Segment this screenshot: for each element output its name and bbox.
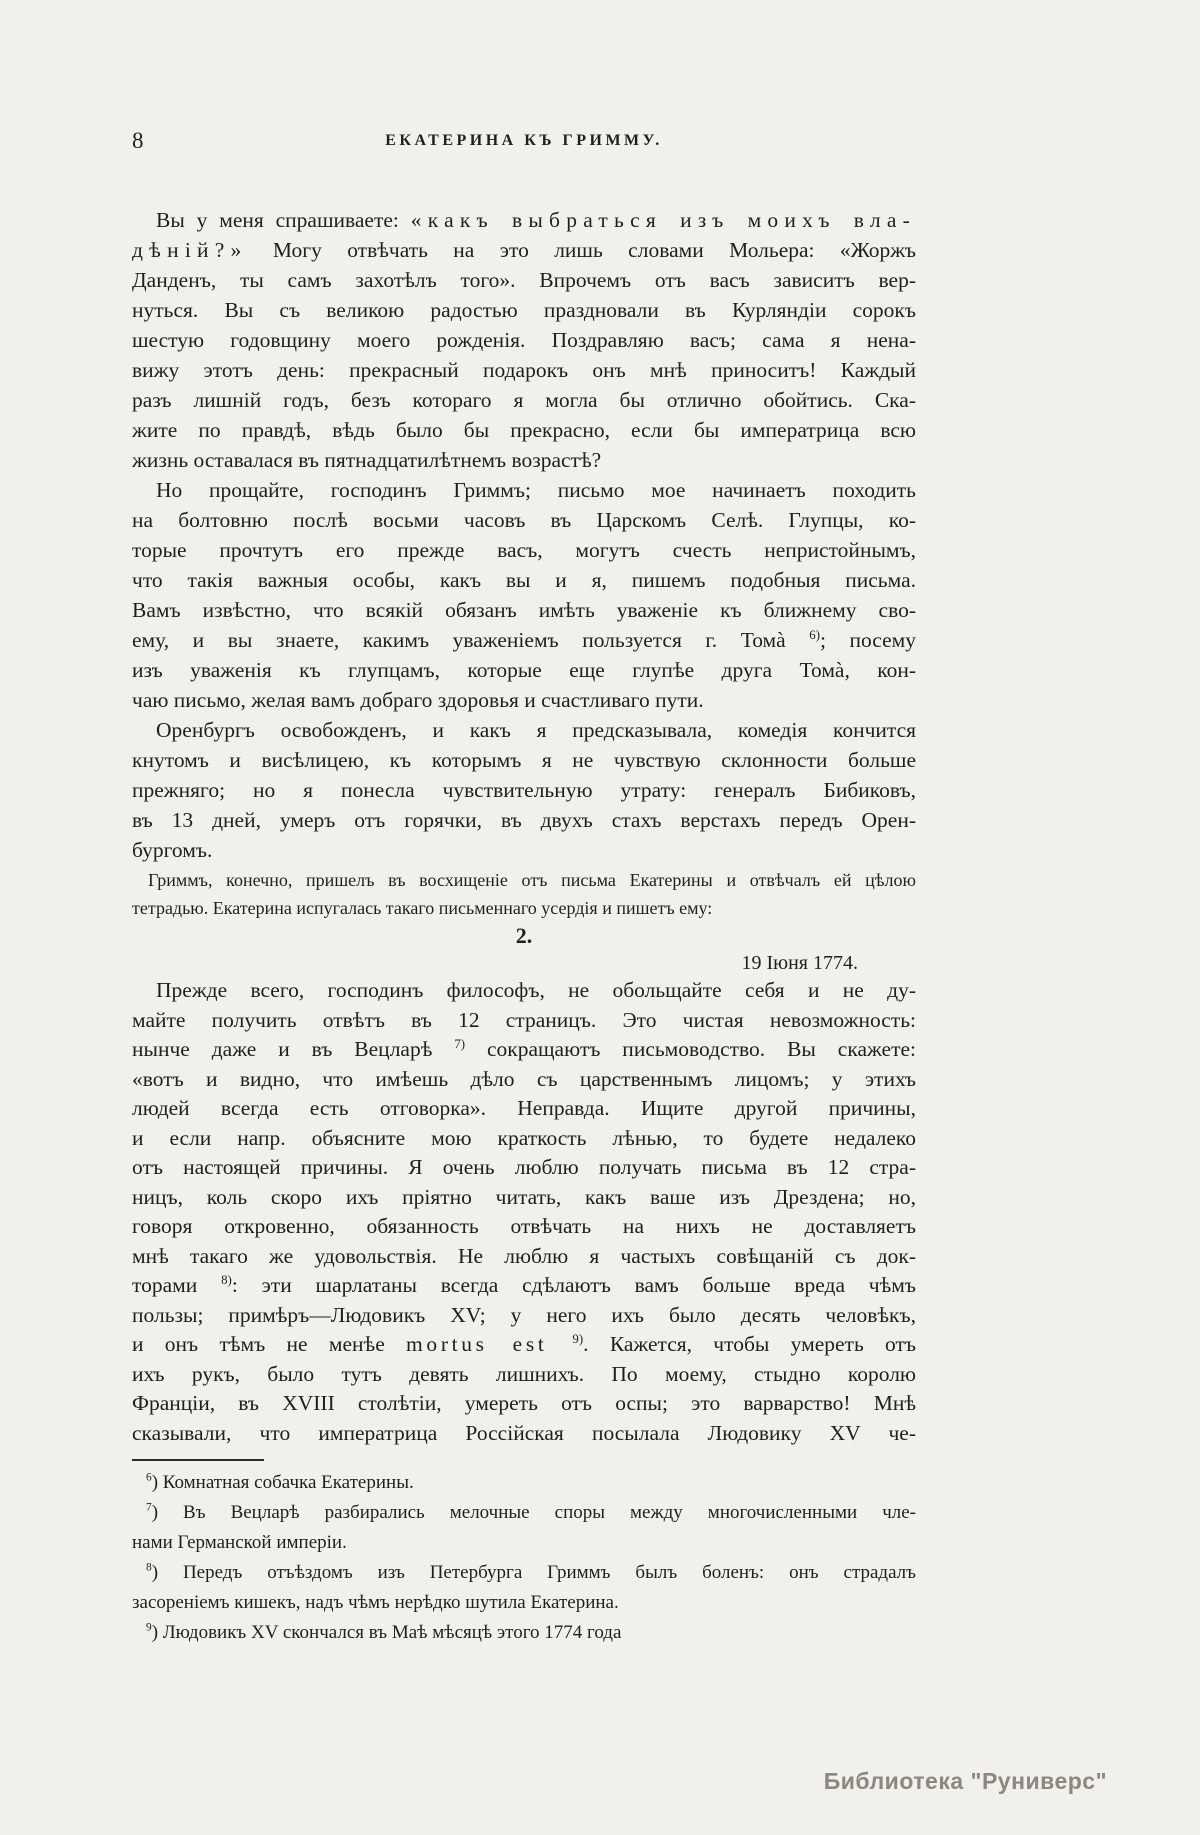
text-line	[132, 625, 916, 655]
text-line: Гриммъ, конечно, пришелъ въ восхищеніе отъ письма Екатерины и отвѣчалъ ей цѣлою	[148, 870, 916, 890]
footnote-8	[132, 1558, 916, 1588]
text-segment: : эти шарлатаны всегда сдѣлаютъ вамъ больше вреда чѣмъ	[231, 1273, 916, 1297]
text-segment: . Кажется, чтобы умереть отъ	[583, 1332, 917, 1356]
footnote-text: ) Въ Вецларѣ разбирались мелочные споры между многочисленными чле-	[151, 1502, 916, 1523]
footnote-marker-9: 9	[146, 1621, 152, 1634]
text-line	[132, 1035, 916, 1065]
text-line: нуться. Вы съ великою радостью праздновали въ Курляндіи сорокъ	[132, 298, 916, 322]
footnote-7-continued: нами Германской имперіи.	[132, 1532, 347, 1553]
text-line: Но прощайте, господинъ Гриммъ; письмо мое начинаетъ походить	[156, 478, 916, 502]
footnote-text: ) Комнатная собачка Екатерины.	[151, 1472, 414, 1493]
text-segment: Могу отвѣчать на это лишь словами Мольера: «Жоржъ	[247, 238, 916, 262]
text-line: тетрадью. Екатерина испугалась такаго письменнаго усердія и пишетъ ему:	[132, 898, 713, 918]
text-line: торые прочтутъ его прежде васъ, могутъ счесть непристойнымъ,	[132, 538, 916, 562]
footnote-marker-6: 6	[146, 1471, 152, 1484]
text-line: прежняго; но я понесла чувствительную утрату: генералъ Бибиковъ,	[132, 778, 916, 802]
text-line: ницъ, коль скоро ихъ пріятно читать, какъ ваше изъ Дрездена; но,	[132, 1184, 916, 1209]
text-line: «вотъ и видно, что имѣешь дѣло съ царственнымъ лицомъ; у этихъ	[132, 1066, 916, 1091]
latin-phrase: mortus est	[406, 1332, 573, 1356]
text-line: отъ настоящей причины. Я очень люблю получать письма въ 12 стра-	[132, 1155, 916, 1179]
text-line: на болтовню послѣ восьми часовъ въ Царскомъ Селѣ. Глупцы, ко-	[132, 508, 916, 532]
footnote-6	[132, 1468, 916, 1498]
footnote-text: ) Передъ отъѣздомъ изъ Петербурга Гриммъ былъ боленъ: онъ страдалъ	[151, 1562, 916, 1583]
text-line: Вамъ извѣстно, что всякій обязанъ имѣть уваженіе къ ближнему сво-	[132, 598, 916, 622]
footnotes	[132, 1468, 916, 1648]
text-segment: торами	[132, 1273, 222, 1297]
footnote-8-continued: засореніемъ кишекъ, надъ чѣмъ нерѣдко шутила Екатерина.	[132, 1592, 619, 1613]
text-line: и если напр. объясните мою краткость лѣнью, то будете недалеко	[132, 1125, 916, 1150]
letter2-paragraph1	[132, 976, 916, 1448]
text-line: изъ уваженія къ глупцамъ, которые еще глупѣе друга Томà, кон-	[132, 658, 916, 682]
text-line	[132, 235, 916, 265]
letter1-paragraph1	[132, 205, 916, 475]
text-line: людей всегда есть отговорка». Неправда. Ищите другой причины,	[132, 1096, 916, 1120]
page-header	[132, 0, 916, 154]
text-line: шестую годовщину моего рожденія. Поздравляю васъ; сама я нена-	[132, 328, 916, 352]
text-line: пользы; примѣръ—Людовикъ XV; у него ихъ было десять человѣкъ,	[132, 1302, 916, 1327]
text-segment: ему, и вы знаете, какимъ уваженіемъ пользуется г. Томà	[132, 628, 810, 652]
text-segment: нынче даже и въ Вецларѣ	[132, 1037, 455, 1061]
editorial-note	[132, 866, 916, 922]
text-line: говоря откровенно, обязанность отвѣчать на нихъ не доставляетъ	[132, 1214, 916, 1238]
text-line: кнутомъ и висѣлицею, къ которымъ я не чувствую склонности больше	[132, 748, 916, 772]
footnote-9	[132, 1618, 916, 1648]
text-line: Прежде всего, господинъ философъ, не обольщайте себя и не ду-	[156, 978, 916, 1002]
footnote-marker-8: 8	[146, 1561, 152, 1574]
text-segment: ; посему	[820, 628, 917, 652]
footnote-ref-9: 9)	[572, 1331, 584, 1346]
footnote-ref-7: 7)	[454, 1036, 466, 1051]
text-line: жите по правдѣ, вѣдь было бы прекрасно, если бы императрица всю	[132, 418, 916, 442]
text-line: вижу этотъ день: прекрасный подарокъ онъ мнѣ приноситъ! Каждый	[132, 358, 916, 382]
footnote-ref-6: 6)	[809, 627, 820, 642]
text-segment: сокращаютъ письмоводство. Вы скажете:	[465, 1037, 917, 1061]
text-segment: Вы у меня спрашиваете:	[156, 208, 411, 232]
running-head: ЕКАТЕРИНА КЪ ГРИММУ.	[385, 132, 663, 149]
letter-number-heading: 2.	[515, 923, 533, 948]
text-line	[132, 205, 916, 235]
footnote-text: ) Людовикъ XV скончался въ Маѣ мѣсяцѣ этого 1774 года	[151, 1622, 622, 1643]
text-line: майте получить отвѣтъ въ 12 страницъ. Это чистая невозможность:	[132, 1007, 916, 1032]
page-number: 8	[132, 128, 144, 153]
footnote-7	[132, 1498, 916, 1528]
emphasized-spaced-text: «какъ выбраться изъ моихъ вла-	[410, 208, 916, 232]
text-line: бургомъ.	[132, 838, 213, 862]
text-line: чаю письмо, желая вамъ добраго здоровья и счастливаго пути.	[132, 688, 704, 712]
text-line: разъ лишній годъ, безъ котораго я могла бы отлично обойтись. Ска-	[132, 388, 916, 412]
text-line: Франціи, въ XVIII столѣтіи, умереть отъ оспы; это варварство! Мнѣ	[132, 1391, 916, 1415]
text-line	[132, 1271, 916, 1301]
text-line: жизнь оставалася въ пятнадцатилѣтнемъ возрастѣ?	[132, 448, 602, 472]
text-line: Оренбургъ освобожденъ, и какъ я предсказывала, комедія кончится	[156, 718, 916, 742]
library-watermark: Библиотека "Руниверс"	[823, 1768, 1107, 1794]
text-line	[132, 1330, 916, 1360]
footnote-marker-7: 7	[146, 1501, 152, 1514]
text-segment: и онъ тѣмъ не менѣе	[132, 1332, 407, 1356]
text-line: что такія важныя особы, какъ вы и я, пишемъ подобныя письма.	[132, 568, 916, 592]
text-line: мнѣ такаго же удовольствія. Не люблю я частыхъ совѣщаній съ док-	[132, 1243, 916, 1268]
footnote-separator	[132, 1459, 264, 1461]
text-line: сказывали, что императрица Россійская посылала Людовику XV че-	[132, 1420, 916, 1445]
emphasized-spaced-text: дѣній?»	[132, 238, 248, 262]
text-line: въ 13 дней, умеръ отъ горячки, въ двухъ стахъ верстахъ передъ Орен-	[132, 808, 916, 832]
letter1-paragraph2	[132, 475, 916, 715]
text-column	[132, 0, 916, 1648]
text-line: Данденъ, ты самъ захотѣлъ того». Впрочемъ отъ васъ зависитъ вер-	[132, 268, 916, 292]
letter1-paragraph3	[132, 715, 916, 865]
footnote-ref-8: 8)	[221, 1272, 232, 1287]
text-line: ихъ рукъ, было тутъ девять лишнихъ. По моему, стыдно королю	[132, 1361, 916, 1386]
letter-date: 19 Іюня 1774.	[741, 952, 858, 974]
